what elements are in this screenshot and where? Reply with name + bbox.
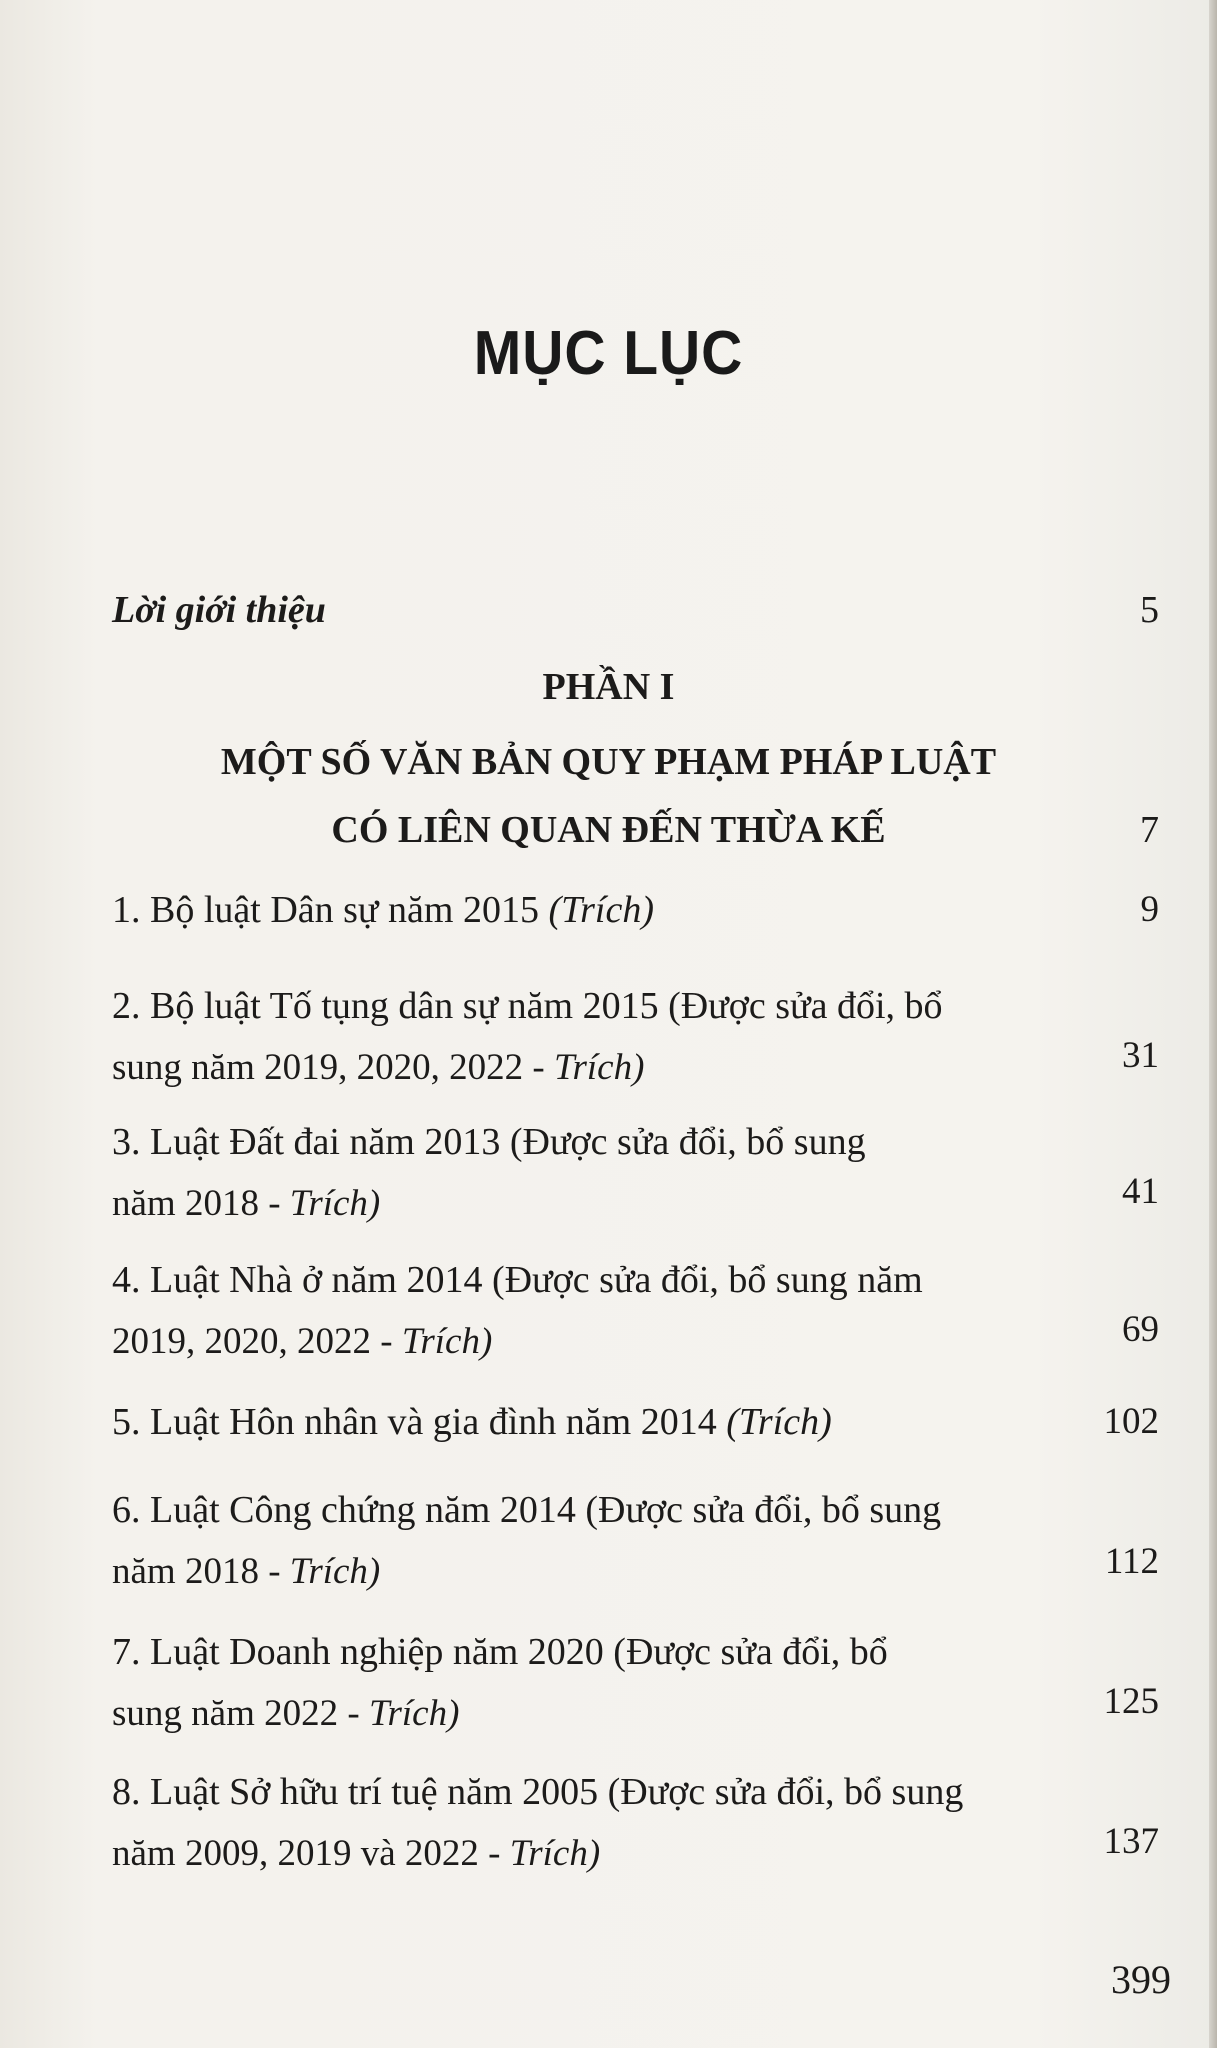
- toc-entry-line2: 2019, 2020, 2022 - Trích): [112, 1321, 493, 1362]
- toc-entry-page: 112: [1104, 1541, 1159, 1582]
- toc-entry: [112, 984, 1012, 1089]
- toc-entry-page: 9: [1140, 889, 1159, 930]
- page-edge: [1209, 0, 1217, 2048]
- toc-entry: [112, 1400, 1012, 1444]
- toc-entry-line2: sung năm 2022 - Trích): [112, 1693, 460, 1734]
- toc-entry-line1: 2. Bộ luật Tố tụng dân sự năm 2015 (Được sửa đổi, bổ: [112, 985, 943, 1027]
- toc-entry-line1: 4. Luật Nhà ở năm 2014 (Được sửa đổi, bổ sung năm: [112, 1259, 923, 1301]
- toc-entry: [112, 1258, 1012, 1363]
- toc-entry-line1: 8. Luật Sở hữu trí tuệ năm 2005 (Được sửa đổi, bổ sung: [112, 1771, 964, 1813]
- toc-entry-page: 41: [1122, 1171, 1159, 1212]
- part-page-number: 7: [1140, 809, 1159, 851]
- toc-entry-line1: 3. Luật Đất đai năm 2013 (Được sửa đổi, bổ sung: [112, 1121, 866, 1163]
- toc-entry: [112, 1630, 1012, 1735]
- toc-entry-line1: 5. Luật Hôn nhân và gia đình năm 2014 (Trích): [112, 1401, 832, 1443]
- toc-entry-line1: 7. Luật Doanh nghiệp năm 2020 (Được sửa đổi, bổ: [112, 1631, 888, 1673]
- intro-label: Lời giới thiệu: [112, 589, 326, 631]
- toc-entry-line2: sung năm 2019, 2020, 2022 - Trích): [112, 1047, 645, 1088]
- toc-entry-line2: năm 2018 - Trích): [112, 1183, 381, 1224]
- page-title: MỤC LỤC: [473, 319, 744, 388]
- toc-entry-page: 125: [1103, 1681, 1159, 1722]
- toc-entry: [112, 1770, 1012, 1875]
- toc-entry: [112, 1120, 1012, 1225]
- part-title-line1: MỘT SỐ VĂN BẢN QUY PHẠM PHÁP LUẬT: [220, 741, 997, 783]
- intro-page-number: 5: [1140, 589, 1159, 631]
- toc-entry-page: 69: [1122, 1309, 1159, 1350]
- toc-entry-line1: 6. Luật Công chứng năm 2014 (Được sửa đổi, bổ sung: [112, 1489, 942, 1531]
- toc-entry-line2: năm 2009, 2019 và 2022 - Trích): [112, 1833, 601, 1874]
- toc-entry-line1: 1. Bộ luật Dân sự năm 2015 (Trích): [112, 889, 655, 931]
- toc-entry-line2: năm 2018 - Trích): [112, 1551, 381, 1592]
- toc-entry-page: 137: [1103, 1821, 1159, 1862]
- toc-entry-page: 102: [1103, 1401, 1159, 1442]
- toc-entry: [112, 1488, 1012, 1593]
- page-number: 399: [1111, 1957, 1171, 2002]
- part-label: PHẦN I: [542, 666, 675, 708]
- part-title-line2: CÓ LIÊN QUAN ĐẾN THỪA KẾ: [331, 809, 886, 851]
- toc-entry-page: 31: [1122, 1035, 1159, 1076]
- toc-entry: [112, 888, 1012, 932]
